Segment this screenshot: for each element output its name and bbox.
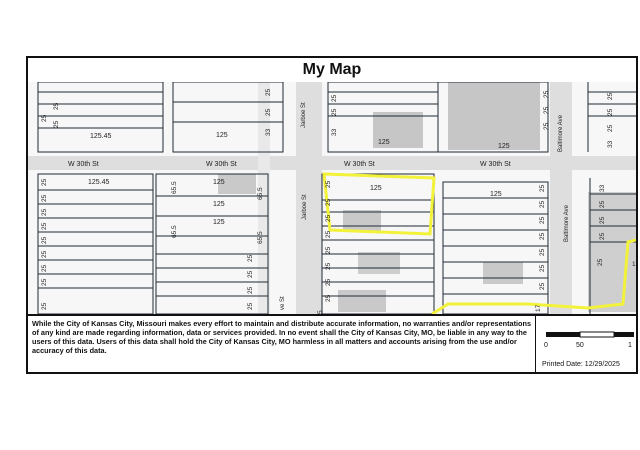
dim-label-25: 25: [41, 208, 48, 216]
building-large-ne: [448, 82, 540, 150]
dim-label: 125: [213, 201, 225, 208]
dim-label-25: 25: [599, 216, 606, 224]
dim-label-25: 25: [325, 246, 332, 254]
dim-label-25: 25: [543, 90, 550, 98]
dim-label-25: 25: [539, 232, 546, 240]
dim-label-25: 25: [539, 200, 546, 208]
dim-label-25: 25: [247, 302, 254, 310]
dim-label-25: 25: [265, 108, 272, 116]
dim-label-25: 25: [247, 254, 254, 262]
dim-label-25: 25: [325, 294, 332, 302]
printed-date: Printed Date: 12/29/2025: [542, 361, 620, 368]
dim-label-25: 25: [53, 120, 60, 128]
dim-label-25: 25: [539, 282, 546, 290]
building-c-1: [343, 210, 381, 232]
disclaimer: While the City of Kansas City, Missouri makes every effort to maintain and distribute accurate information, no warranties and/or representations of any kind are made regarding information, data or services provided. In no event shall the City of Kansas City, MO, be liable in any way to the users of this data. Users of this data shall hold the City of Kansas City, MO harmless in all matters and accounts arising from the use and/or accuracy of this data.: [28, 314, 536, 372]
street-label-w30th-2: W 30th St: [206, 161, 237, 168]
dim-label-25: 25: [41, 302, 48, 310]
dim-label: 65.5: [171, 225, 178, 238]
dim-label: 65.5: [257, 187, 264, 200]
scale-label-50: 50: [576, 342, 584, 349]
dim-label-25: 25: [539, 184, 546, 192]
dim-label-25: 25: [325, 198, 332, 206]
dim-label-25: 25: [41, 264, 48, 272]
dim-label-25: 25: [41, 250, 48, 258]
dim-label-25: 25: [607, 124, 614, 132]
dim-label-25: 25: [247, 270, 254, 278]
building-c-3: [358, 252, 400, 274]
dim-label-25: 25: [599, 200, 606, 208]
dim-label: 65.5: [171, 181, 178, 194]
dim-label: 125: [213, 219, 225, 226]
street-label-baltimore-top: Baltimore Ave: [558, 115, 564, 152]
dim-label: 125.45: [88, 179, 110, 186]
dim-label-25: 25: [597, 258, 604, 266]
building-e-1: [483, 262, 523, 284]
street-label-w30th-3: W 30th St: [344, 161, 375, 168]
street-label-jarboe-bottom: Jarboe St: [302, 194, 308, 220]
street-label-w30th-1: W 30th St: [68, 161, 99, 168]
dim-label-25: 25: [607, 108, 614, 116]
dim-label-1: 1: [632, 261, 636, 268]
dim-label-25: 25: [325, 180, 332, 188]
dim-label-25: 25: [325, 278, 332, 286]
dim-label-25: 25: [539, 248, 546, 256]
dim-label-25: 25: [325, 214, 332, 222]
scale-bar-panel: [536, 314, 636, 372]
dim-label-25: 25: [599, 232, 606, 240]
dim-label-33: 33: [265, 128, 272, 136]
scale-label-end: 1: [628, 342, 632, 349]
dim-label: 125.45: [90, 133, 112, 140]
street-label-baltimore-bottom: Baltimore Ave: [564, 205, 570, 242]
scale-label-0: 0: [544, 342, 548, 349]
map-canvas[interactable]: [28, 82, 636, 314]
dim-label-25: 25: [41, 278, 48, 286]
scale-bar: [536, 324, 636, 354]
street-jarboe: [296, 82, 322, 314]
dim-label-25: 25: [41, 222, 48, 230]
dim-label-33: 33: [331, 128, 338, 136]
street-label-w30th-4: W 30th St: [480, 161, 511, 168]
dim-label-17: 17: [535, 304, 542, 312]
dim-label-33: 33: [599, 184, 606, 192]
map-sheet: [26, 56, 638, 374]
dim-label: 125: [213, 179, 225, 186]
dim-label-25: 25: [543, 122, 550, 130]
dim-label: 125: [378, 139, 390, 146]
dim-label-25: 25: [331, 108, 338, 116]
dim-label: 125: [370, 185, 382, 192]
dim-label: 65.5: [257, 231, 264, 244]
dim-label-25: 25: [607, 92, 614, 100]
dim-label-5: 5: [317, 310, 324, 314]
dim-label-25: 25: [41, 114, 48, 122]
dim-label-25: 25: [265, 88, 272, 96]
building-c-2: [338, 290, 386, 312]
dim-label-25: 25: [331, 94, 338, 102]
map-title: My Map: [28, 58, 636, 84]
dim-label: 125: [498, 143, 510, 150]
dim-label: 125: [216, 132, 228, 139]
street-w30th: [28, 156, 636, 170]
dim-label-25: 25: [53, 102, 60, 110]
dim-label-25: 25: [539, 264, 546, 272]
dim-label-25: 25: [41, 178, 48, 186]
dim-label-25: 25: [325, 230, 332, 238]
dim-label-25: 25: [41, 236, 48, 244]
dim-label: 125: [490, 191, 502, 198]
dim-label-25: 25: [539, 216, 546, 224]
dim-label-25: 25: [543, 106, 550, 114]
street-label-fragment: ve St: [280, 296, 286, 310]
dim-label-25: 25: [41, 194, 48, 202]
dim-label-25: 25: [247, 286, 254, 294]
dim-label-25: 25: [325, 262, 332, 270]
dim-label-33: 33: [607, 140, 614, 148]
street-label-jarboe-top: Jarboe St: [301, 102, 307, 128]
